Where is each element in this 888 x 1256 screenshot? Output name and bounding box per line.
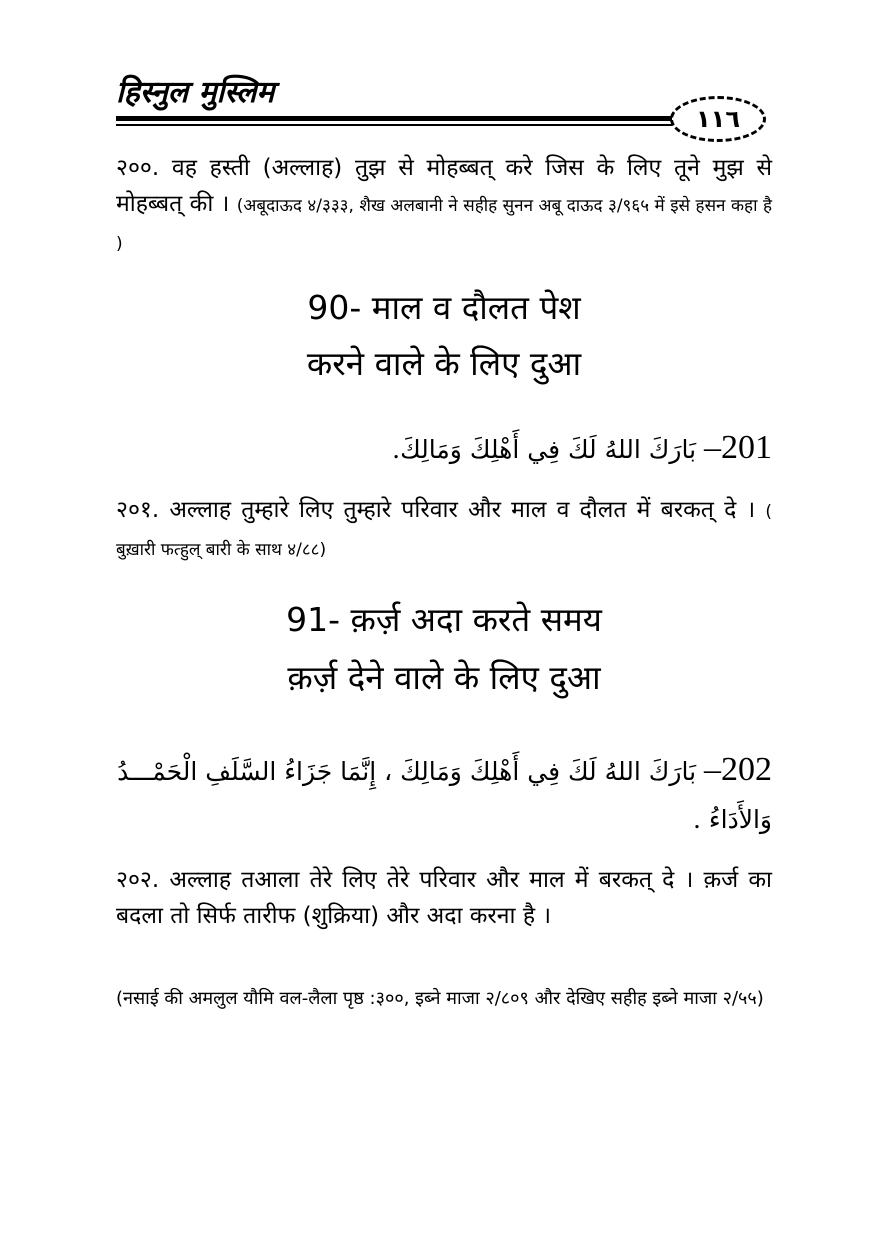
dua-202-number: 202– <box>704 751 772 788</box>
dua-201-text: بَارَكَ اللهُ لَكَ فِي أَهْلِكَ وَمَالِكَ. <box>392 435 704 464</box>
paragraph-201-reference: ( बुख़ारी फत्हुल् बारी के साथ ४/८८) <box>116 502 772 560</box>
section-91-heading-line-2: क़र्ज़ देने वाले के लिए दुआ <box>287 658 601 697</box>
header-rule-thin <box>116 124 672 126</box>
section-91-heading-line-1: 91- क़र्ज़ अदा करते समय <box>286 600 602 639</box>
paragraph-201 <box>116 492 772 568</box>
dua-202-arabic <box>116 746 772 844</box>
running-header-title: हिस्नुल मुस्लिम <box>116 75 275 110</box>
paragraph-202: २०२. अल्लाह तआला तेरे लिए तेरे परिवार और माल में बरकत् दे । क़र्ज का बदला तो सिर्फ तारीफ (शुक्रिया) और अदा करना है । <box>116 867 772 929</box>
page-number-badge: ١١٦ <box>670 96 766 142</box>
paragraph-200-reference: (अबूदाऊद ४/३३३, शैख अलबानी ने सहीह सुनन अबू दाऊद ३/९६५ में इसे हसन कहा है ) <box>116 196 772 254</box>
paragraph-201-text: २०१. अल्लाह तुम्हारे लिए तुम्हारे परिवार और माल व दौलत में बरकत् दे । <box>116 497 766 523</box>
section-90-heading-line-1: 90- माल व दौलत पेश <box>307 288 581 327</box>
header-rule-thick <box>116 116 672 121</box>
dua-201-arabic <box>116 424 772 474</box>
paragraph-202-reference: (नसाई की अमलुल यौमि वल-लैला पृष्ठ :३००, इब्ने माजा २/८०९ और देखिए सहीह इब्ने माजा २/५५) <box>116 988 764 1009</box>
section-90-heading-line-2: करने वाले के लिए दुआ <box>306 344 582 383</box>
dua-201-number: 201– <box>704 429 772 466</box>
paragraph-200 <box>116 150 772 262</box>
dua-202-text: بَارَكَ اللهُ لَكَ فِي أَهْلِكَ وَمَالِكَ ، إِنَّمَا جَزَاءُ السَّلَفِ الْحَمْـــدُ وَالأَدَاءُ . <box>117 757 772 834</box>
paragraph-200-text: २००. वह हस्ती (अल्लाह) तुझ से मोहब्बत् करे जिस के लिए तूने मुझ से मोहब्बत् की । <box>116 155 772 217</box>
